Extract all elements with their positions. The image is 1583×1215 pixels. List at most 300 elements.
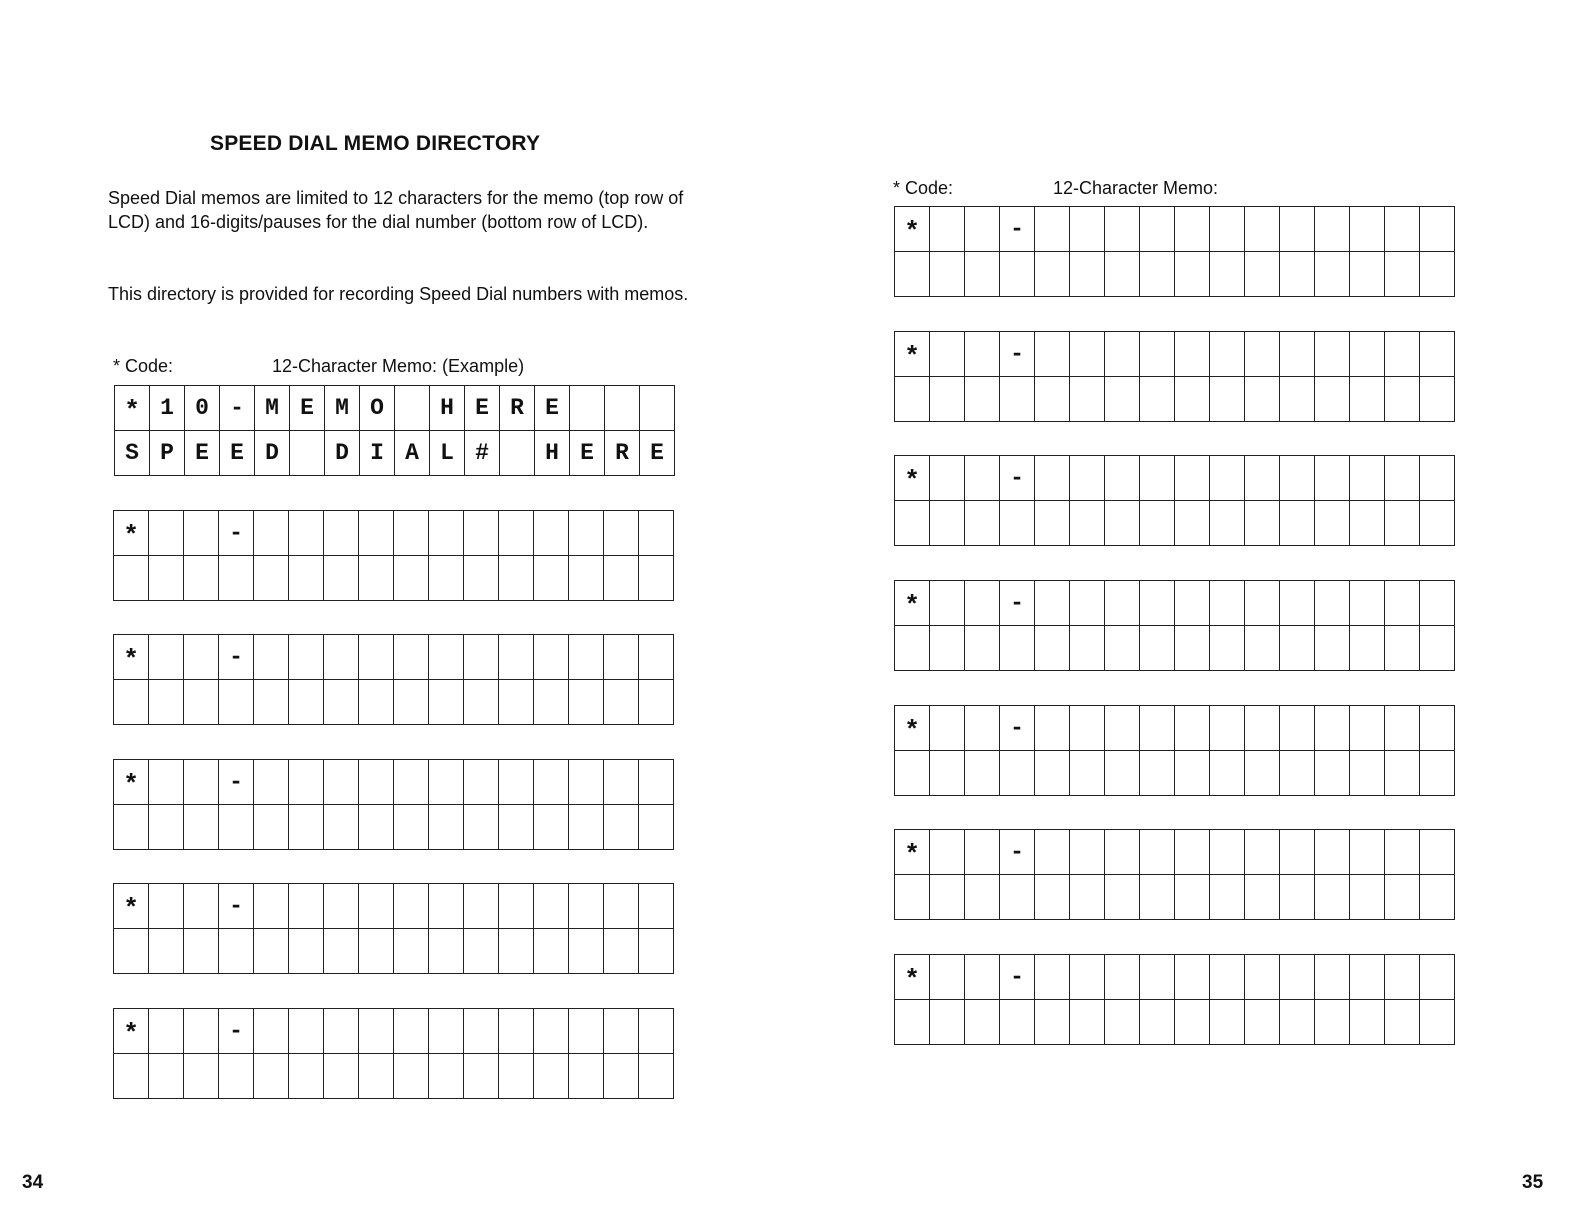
lcd-cell <box>324 929 359 974</box>
lcd-cell <box>1210 207 1245 252</box>
lcd-cell: * <box>895 456 930 501</box>
lcd-cell <box>254 1054 289 1099</box>
lcd-cell <box>1280 626 1315 671</box>
lcd-cell <box>1070 252 1105 297</box>
lcd-cell <box>965 207 1000 252</box>
lcd-cell <box>1420 207 1455 252</box>
memo-label: 12-Character Memo: <box>1053 178 1219 198</box>
lcd-cell: * <box>115 386 150 431</box>
lcd-cell <box>429 805 464 850</box>
lcd-cell <box>965 706 1000 751</box>
lcd-cell: 0 <box>185 386 220 431</box>
lcd-cell <box>534 929 569 974</box>
lcd-cell <box>930 501 965 546</box>
lcd-cell <box>930 252 965 297</box>
example-entry-grid <box>114 385 675 476</box>
lcd-cell <box>1210 875 1245 920</box>
lcd-cell <box>464 884 499 929</box>
lcd-cell <box>1280 332 1315 377</box>
lcd-cell <box>1420 501 1455 546</box>
lcd-cell <box>359 635 394 680</box>
lcd-cell <box>254 635 289 680</box>
lcd-cell <box>1035 830 1070 875</box>
lcd-cell <box>1245 751 1280 796</box>
lcd-cell <box>569 635 604 680</box>
lcd-cell: - <box>219 635 254 680</box>
entry-grid <box>113 883 674 974</box>
lcd-cell <box>1175 706 1210 751</box>
lcd-cell <box>1315 456 1350 501</box>
lcd-cell <box>324 635 359 680</box>
lcd-cell <box>1245 501 1280 546</box>
lcd-cell <box>1210 830 1245 875</box>
lcd-cell: - <box>219 511 254 556</box>
lcd-cell <box>1385 706 1420 751</box>
lcd-cell: - <box>1000 207 1035 252</box>
entry-grid <box>894 954 1455 1045</box>
lcd-cell: E <box>290 386 325 431</box>
lcd-cell: * <box>114 760 149 805</box>
lcd-cell <box>1175 456 1210 501</box>
lcd-cell <box>1105 332 1140 377</box>
memo-label: 12-Character Memo: (Example) <box>272 356 525 376</box>
lcd-cell <box>1000 1000 1035 1045</box>
lcd-cell <box>639 1054 674 1099</box>
lcd-cell <box>930 332 965 377</box>
lcd-cell <box>1070 706 1105 751</box>
lcd-cell <box>639 635 674 680</box>
lcd-cell <box>965 830 1000 875</box>
lcd-cell <box>1070 830 1105 875</box>
lcd-cell <box>1070 751 1105 796</box>
lcd-cell <box>569 680 604 725</box>
lcd-cell <box>1280 377 1315 422</box>
lcd-cell <box>1035 377 1070 422</box>
lcd-cell <box>1140 456 1175 501</box>
lcd-cell <box>429 884 464 929</box>
lcd-cell <box>114 680 149 725</box>
lcd-cell <box>1280 875 1315 920</box>
lcd-cell <box>184 635 219 680</box>
lcd-cell <box>1140 955 1175 1000</box>
lcd-cell <box>184 680 219 725</box>
lcd-cell <box>1350 252 1385 297</box>
lcd-cell: - <box>1000 830 1035 875</box>
lcd-cell <box>149 1009 184 1054</box>
lcd-cell <box>965 501 1000 546</box>
lcd-cell: * <box>114 1009 149 1054</box>
lcd-cell: 1 <box>150 386 185 431</box>
lcd-cell <box>254 511 289 556</box>
lcd-cell <box>639 556 674 601</box>
lcd-cell <box>1420 955 1455 1000</box>
lcd-cell <box>114 929 149 974</box>
lcd-cell <box>1385 332 1420 377</box>
lcd-cell <box>1245 706 1280 751</box>
lcd-cell <box>359 1054 394 1099</box>
lcd-cell <box>324 760 359 805</box>
lcd-cell <box>1140 207 1175 252</box>
lcd-cell <box>1245 252 1280 297</box>
lcd-cell <box>1315 501 1350 546</box>
lcd-cell <box>534 635 569 680</box>
code-label: * Code: <box>893 178 954 198</box>
lcd-cell <box>1000 501 1035 546</box>
lcd-cell <box>1140 501 1175 546</box>
lcd-cell <box>1385 377 1420 422</box>
lcd-cell <box>1070 377 1105 422</box>
lcd-cell <box>1140 332 1175 377</box>
lcd-cell <box>1210 501 1245 546</box>
lcd-cell <box>1315 581 1350 626</box>
lcd-cell <box>1420 706 1455 751</box>
lcd-cell <box>534 1009 569 1054</box>
lcd-cell <box>1350 581 1385 626</box>
page-number-right: 35 <box>1522 1172 1544 1193</box>
lcd-cell <box>359 884 394 929</box>
lcd-cell: * <box>895 955 930 1000</box>
lcd-cell <box>324 884 359 929</box>
lcd-cell <box>359 805 394 850</box>
code-label: * Code: <box>113 356 174 376</box>
lcd-cell <box>1315 252 1350 297</box>
lcd-cell <box>930 626 965 671</box>
lcd-cell <box>570 386 605 431</box>
lcd-cell: D <box>325 431 360 476</box>
entry-grid <box>113 759 674 850</box>
lcd-cell: M <box>325 386 360 431</box>
lcd-cell <box>1175 332 1210 377</box>
lcd-cell <box>1420 830 1455 875</box>
page-number-left: 34 <box>22 1172 44 1193</box>
lcd-cell <box>1000 751 1035 796</box>
lcd-cell <box>1035 456 1070 501</box>
lcd-cell <box>639 884 674 929</box>
lcd-cell <box>534 805 569 850</box>
lcd-cell: - <box>1000 456 1035 501</box>
lcd-cell <box>184 929 219 974</box>
lcd-cell <box>930 207 965 252</box>
lcd-cell <box>219 556 254 601</box>
lcd-cell <box>1385 1000 1420 1045</box>
lcd-cell <box>1420 1000 1455 1045</box>
lcd-cell <box>1245 830 1280 875</box>
lcd-cell <box>114 556 149 601</box>
lcd-cell: - <box>219 1009 254 1054</box>
lcd-cell <box>149 635 184 680</box>
lcd-cell: * <box>895 207 930 252</box>
lcd-cell <box>1070 875 1105 920</box>
lcd-cell: * <box>895 332 930 377</box>
lcd-cell <box>290 431 325 476</box>
lcd-cell <box>569 511 604 556</box>
lcd-cell: P <box>150 431 185 476</box>
lcd-cell <box>1210 377 1245 422</box>
lcd-cell <box>429 1009 464 1054</box>
lcd-cell <box>1315 955 1350 1000</box>
lcd-cell <box>1105 581 1140 626</box>
lcd-cell <box>289 556 324 601</box>
lcd-cell: - <box>1000 581 1035 626</box>
lcd-cell <box>1035 955 1070 1000</box>
lcd-cell <box>394 635 429 680</box>
lcd-cell <box>895 626 930 671</box>
lcd-cell <box>289 1054 324 1099</box>
lcd-cell <box>1385 955 1420 1000</box>
lcd-cell <box>895 875 930 920</box>
lcd-cell: S <box>115 431 150 476</box>
lcd-cell <box>429 929 464 974</box>
directory-paragraph: This directory is provided for recording Speed Dial numbers with memos. <box>108 284 689 304</box>
lcd-cell <box>359 556 394 601</box>
lcd-cell: E <box>535 386 570 431</box>
lcd-cell <box>604 929 639 974</box>
lcd-cell <box>254 680 289 725</box>
lcd-cell <box>499 805 534 850</box>
lcd-cell <box>965 955 1000 1000</box>
lcd-cell <box>499 1009 534 1054</box>
lcd-cell <box>1035 252 1070 297</box>
lcd-cell <box>219 680 254 725</box>
lcd-cell <box>1000 875 1035 920</box>
lcd-cell <box>184 760 219 805</box>
lcd-cell <box>289 680 324 725</box>
lcd-cell <box>1280 706 1315 751</box>
lcd-cell <box>254 884 289 929</box>
lcd-cell <box>1315 332 1350 377</box>
entry-grid <box>894 206 1455 297</box>
lcd-cell <box>149 805 184 850</box>
entry-grid <box>894 580 1455 671</box>
lcd-cell <box>1210 626 1245 671</box>
lcd-cell <box>324 1009 359 1054</box>
lcd-cell <box>569 1009 604 1054</box>
lcd-cell <box>1420 751 1455 796</box>
lcd-cell <box>184 556 219 601</box>
lcd-cell <box>1140 706 1175 751</box>
lcd-cell <box>965 1000 1000 1045</box>
lcd-cell <box>1140 626 1175 671</box>
lcd-cell: * <box>895 581 930 626</box>
lcd-cell <box>1210 751 1245 796</box>
lcd-cell <box>1070 501 1105 546</box>
entry-grid <box>113 1008 674 1099</box>
lcd-cell: O <box>360 386 395 431</box>
lcd-cell <box>289 884 324 929</box>
lcd-cell <box>429 635 464 680</box>
lcd-cell <box>1315 751 1350 796</box>
lcd-cell <box>604 511 639 556</box>
lcd-cell <box>500 431 535 476</box>
lcd-cell: - <box>220 386 255 431</box>
lcd-cell <box>1245 581 1280 626</box>
lcd-cell <box>604 1009 639 1054</box>
lcd-cell <box>1070 207 1105 252</box>
lcd-cell <box>289 929 324 974</box>
lcd-cell <box>534 556 569 601</box>
lcd-cell <box>1385 830 1420 875</box>
lcd-cell <box>149 760 184 805</box>
lcd-cell <box>1350 830 1385 875</box>
lcd-cell <box>429 1054 464 1099</box>
lcd-cell <box>1280 252 1315 297</box>
lcd-cell <box>1420 626 1455 671</box>
lcd-cell <box>499 511 534 556</box>
lcd-cell <box>1105 955 1140 1000</box>
lcd-cell: * <box>114 884 149 929</box>
lcd-cell <box>965 252 1000 297</box>
lcd-cell <box>464 635 499 680</box>
lcd-cell <box>1420 332 1455 377</box>
lcd-cell <box>1175 955 1210 1000</box>
lcd-cell <box>394 929 429 974</box>
lcd-cell <box>499 760 534 805</box>
lcd-cell: E <box>640 431 675 476</box>
lcd-cell <box>1035 501 1070 546</box>
lcd-cell <box>1175 207 1210 252</box>
lcd-cell <box>149 1054 184 1099</box>
lcd-cell <box>324 680 359 725</box>
lcd-cell: - <box>1000 332 1035 377</box>
lcd-cell <box>1070 581 1105 626</box>
lcd-cell <box>1105 501 1140 546</box>
lcd-cell <box>930 751 965 796</box>
lcd-cell: L <box>430 431 465 476</box>
lcd-cell <box>930 706 965 751</box>
lcd-cell <box>604 635 639 680</box>
lcd-cell <box>1105 751 1140 796</box>
lcd-cell <box>1105 875 1140 920</box>
lcd-cell <box>1385 207 1420 252</box>
lcd-cell <box>1000 626 1035 671</box>
lcd-cell: D <box>255 431 290 476</box>
lcd-cell <box>1210 955 1245 1000</box>
lcd-cell <box>1105 252 1140 297</box>
lcd-cell <box>289 760 324 805</box>
lcd-cell <box>254 1009 289 1054</box>
lcd-cell <box>1280 581 1315 626</box>
lcd-cell <box>1175 1000 1210 1045</box>
lcd-cell: * <box>895 830 930 875</box>
lcd-cell <box>1210 456 1245 501</box>
lcd-cell <box>394 1054 429 1099</box>
lcd-cell <box>1035 706 1070 751</box>
lcd-cell <box>1105 456 1140 501</box>
lcd-cell <box>289 1009 324 1054</box>
lcd-cell <box>289 805 324 850</box>
lcd-cell <box>394 556 429 601</box>
lcd-cell <box>639 805 674 850</box>
lcd-cell <box>429 556 464 601</box>
lcd-cell <box>1140 252 1175 297</box>
lcd-cell <box>1315 1000 1350 1045</box>
lcd-cell <box>1245 332 1280 377</box>
lcd-cell <box>604 884 639 929</box>
lcd-cell <box>534 511 569 556</box>
entry-grid <box>894 455 1455 546</box>
lcd-cell <box>429 680 464 725</box>
entry-grid <box>894 705 1455 796</box>
lcd-cell <box>149 884 184 929</box>
lcd-cell <box>1350 207 1385 252</box>
lcd-cell <box>1315 830 1350 875</box>
lcd-cell <box>1280 955 1315 1000</box>
lcd-cell <box>1140 751 1175 796</box>
lcd-cell <box>219 1054 254 1099</box>
lcd-cell <box>464 556 499 601</box>
lcd-cell <box>1105 1000 1140 1045</box>
lcd-cell <box>114 1054 149 1099</box>
lcd-cell <box>534 680 569 725</box>
intro-paragraph: Speed Dial memos are limited to 12 characters for the memo (top row of LCD) and 16-digits/pauses for the dial number (bottom row of LCD). <box>108 188 684 232</box>
lcd-cell <box>965 875 1000 920</box>
lcd-cell <box>569 1054 604 1099</box>
lcd-cell <box>1140 581 1175 626</box>
lcd-cell <box>1350 332 1385 377</box>
lcd-cell <box>534 884 569 929</box>
lcd-cell <box>930 830 965 875</box>
lcd-cell <box>604 760 639 805</box>
lcd-cell <box>1245 456 1280 501</box>
lcd-cell <box>1070 955 1105 1000</box>
lcd-cell <box>394 805 429 850</box>
lcd-cell <box>1140 1000 1175 1045</box>
lcd-cell: - <box>219 884 254 929</box>
lcd-cell <box>569 884 604 929</box>
lcd-cell <box>184 511 219 556</box>
lcd-cell <box>114 805 149 850</box>
lcd-cell <box>1385 501 1420 546</box>
lcd-cell <box>1420 377 1455 422</box>
lcd-cell <box>1210 706 1245 751</box>
lcd-cell <box>464 929 499 974</box>
lcd-cell: E <box>465 386 500 431</box>
lcd-cell <box>1175 751 1210 796</box>
lcd-cell <box>604 805 639 850</box>
lcd-cell: - <box>1000 706 1035 751</box>
lcd-cell <box>930 377 965 422</box>
lcd-cell <box>1385 626 1420 671</box>
lcd-cell <box>1315 626 1350 671</box>
lcd-cell <box>359 1009 394 1054</box>
lcd-cell <box>965 581 1000 626</box>
lcd-cell <box>464 1054 499 1099</box>
lcd-cell <box>930 955 965 1000</box>
lcd-cell <box>219 929 254 974</box>
lcd-cell <box>1280 501 1315 546</box>
lcd-cell: * <box>114 511 149 556</box>
lcd-cell <box>1175 377 1210 422</box>
lcd-cell <box>1035 626 1070 671</box>
lcd-cell <box>1315 706 1350 751</box>
entry-grid <box>113 634 674 725</box>
lcd-cell <box>1350 626 1385 671</box>
lcd-cell <box>640 386 675 431</box>
lcd-cell <box>639 680 674 725</box>
lcd-cell <box>1280 830 1315 875</box>
lcd-cell: E <box>220 431 255 476</box>
lcd-cell <box>1175 581 1210 626</box>
lcd-cell <box>1280 1000 1315 1045</box>
lcd-cell <box>1175 252 1210 297</box>
lcd-cell: E <box>185 431 220 476</box>
lcd-cell <box>895 501 930 546</box>
lcd-cell <box>464 680 499 725</box>
lcd-cell: A <box>395 431 430 476</box>
lcd-cell <box>1245 377 1280 422</box>
lcd-cell <box>1000 377 1035 422</box>
lcd-cell <box>219 805 254 850</box>
